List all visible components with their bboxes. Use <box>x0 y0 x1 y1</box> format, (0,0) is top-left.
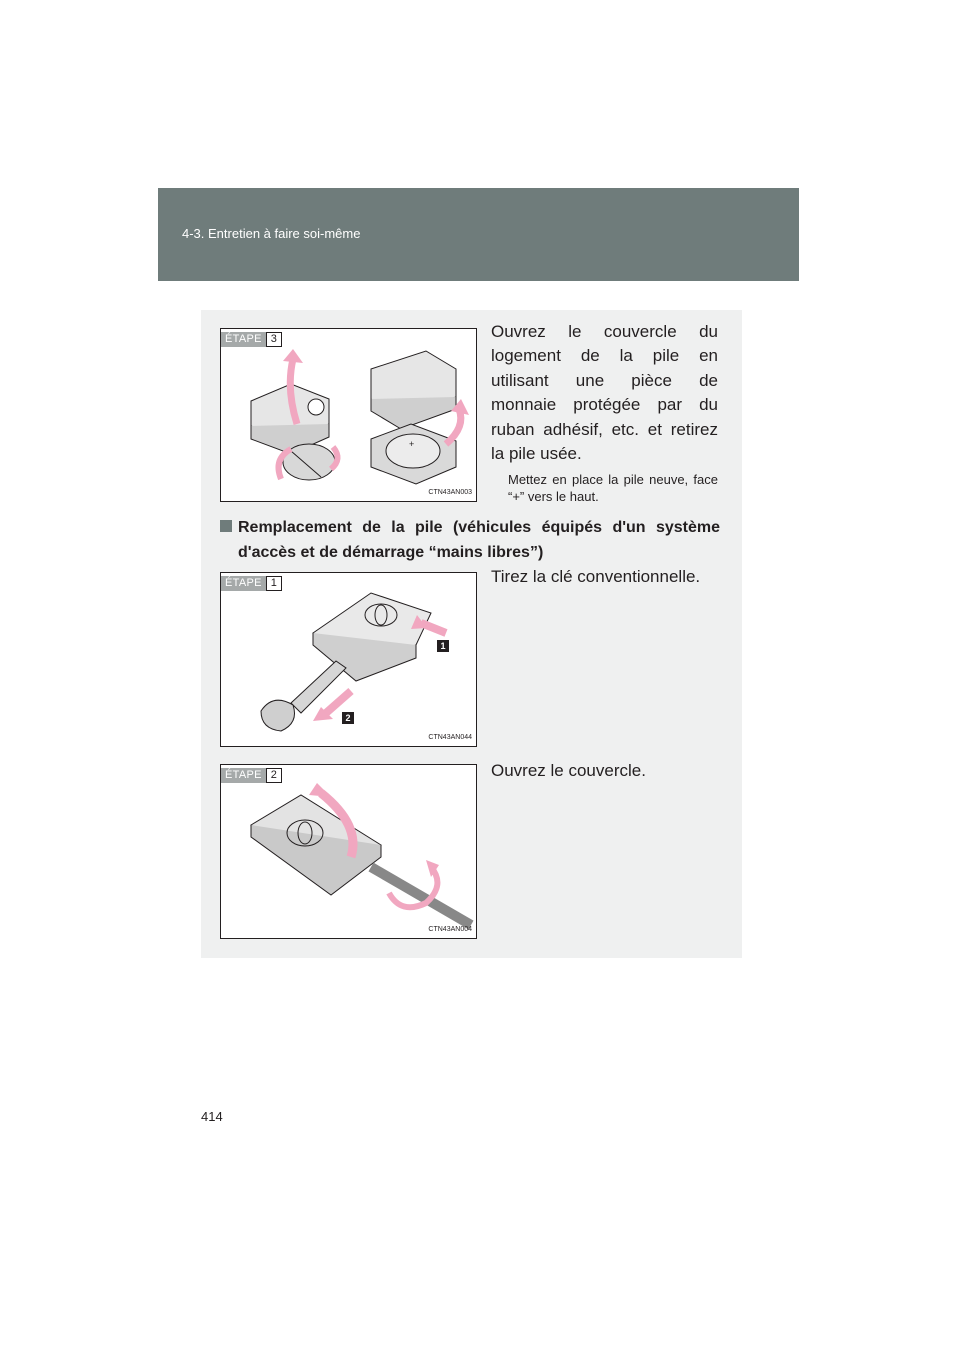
step-label: ÉTAPE <box>221 768 266 783</box>
figure-step-3 <box>220 328 477 502</box>
step-3-text: Ouvrez le couvercle du logement de la pile en utilisant une pièce de monnaie protégée par du ruban adhésif, etc. et retirez la pile usée. <box>491 322 718 464</box>
step-number: 2 <box>266 768 282 783</box>
figure-step-2 <box>220 764 477 939</box>
chapter-title: 4-3. Entretien à faire soi-même <box>182 226 361 241</box>
figure-step-1 <box>220 572 477 747</box>
step-3-note: Mettez en place la pile neuve, face “+” vers le haut. <box>508 472 718 504</box>
figure-code: CTN43AN044 <box>428 734 472 741</box>
step-1-text: Tirez la clé conventionnelle. <box>491 567 701 586</box>
chapter-header <box>158 188 799 281</box>
section-heading <box>220 516 720 565</box>
section-title: Remplacement de la pile (véhicules équipés d'un système d'accès et de démarrage “mains libres”) <box>238 519 720 561</box>
step-label: ÉTAPE <box>221 576 266 591</box>
step-badge <box>221 332 282 347</box>
step-badge <box>221 576 282 591</box>
figure-code: CTN43AN003 <box>428 489 472 496</box>
cover-opening-illustration <box>221 765 477 939</box>
callout-1: 1 <box>437 640 449 652</box>
section-bullet-icon <box>220 520 232 532</box>
step-number: 3 <box>266 332 282 347</box>
step-number: 1 <box>266 576 282 591</box>
step-badge <box>221 768 282 783</box>
remote-battery-illustration <box>221 329 477 502</box>
svg-text:+: + <box>409 439 415 449</box>
step-label: ÉTAPE <box>221 332 266 347</box>
step-2-text: Ouvrez le couvercle. <box>491 761 646 780</box>
page-number: 414 <box>201 1109 223 1124</box>
callout-2: 2 <box>342 712 354 724</box>
figure-code: CTN43AN004 <box>428 926 472 933</box>
